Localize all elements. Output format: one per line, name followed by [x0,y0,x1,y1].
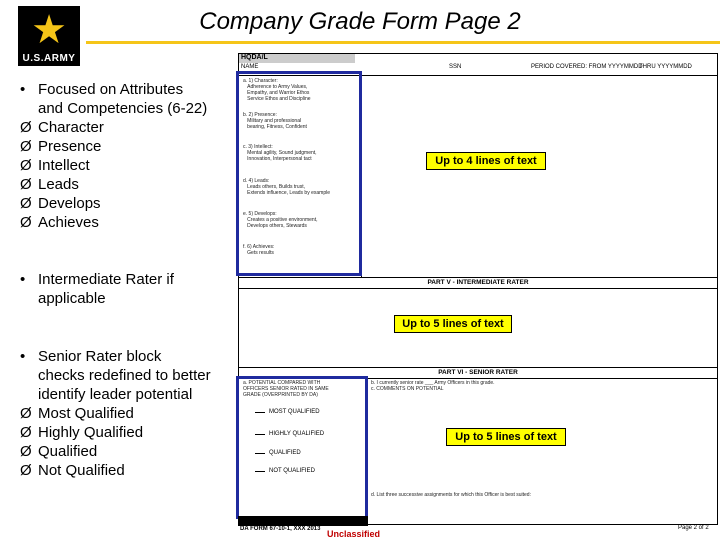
bullet-line [20,442,211,461]
potential-compare-text: a. POTENTIAL COMPARED WITH OFFICERS SENIOR RATED IN SAME GRADE (OVERPRINTED BY DA) [243,380,329,398]
senior-rater-text: b. I currently senior rate ___ Army Officers in this grade. c. COMMENTS ON POTENTIAL [371,380,495,392]
classification-label: Unclassified [327,529,381,539]
page-number: Page 2 of 2 [678,525,709,531]
page-title: Company Grade Form Page 2 [199,8,521,35]
bullet-line [20,404,211,423]
bullet-block-senior [20,347,211,480]
bullet-line [20,194,207,213]
bullet-marker: Ø [20,195,32,212]
check-qualified[interactable]: QUALIFIED [255,450,301,456]
bullet-line [20,270,174,289]
ssn-field-label: SSN [449,64,462,70]
check-not-qualified[interactable]: NOT QUALIFIED [255,468,315,474]
bullet-marker: Ø [20,138,32,155]
bullet-marker: Ø [20,214,32,231]
character-section-text: a. 1) Character: Adherence to Army Values, Empathy, and Warrior Ethos Service Ethos and Discipline [243,78,311,102]
star-icon: ★ [31,7,67,53]
bullet-line [20,347,211,366]
check-most-qualified[interactable]: MOST QUALIFIED [255,409,320,415]
leads-section-text: d. 4) Leads: Leads others, Builds trust, Extends influence, Leads by example [243,178,330,196]
form-header: HQDA/L [239,54,355,63]
bullet-line [20,423,211,442]
bullet-marker: Ø [20,157,32,174]
bullet-line [20,385,211,404]
achieves-section-text: f. 6) Achieves: Gets results [243,244,275,256]
bullet-marker: • [20,348,26,365]
army-logo [18,6,80,66]
bullet-block-attributes [20,80,207,232]
form-number: DA FORM 67-10-1, XXX 2013 [240,526,321,532]
bullet-line [20,175,207,194]
bullet-marker: Ø [20,462,32,479]
bullet-line [20,366,211,385]
bullet-text: checks redefined to better [38,367,211,384]
callout-intermediate: Up to 5 lines of text [394,315,512,333]
bullet-line [20,213,207,232]
bullet-text: and Competencies (6-22) [38,100,208,117]
bullet-text: Intellect [38,157,90,174]
bullet-line [20,289,174,308]
bullet-line [20,80,207,99]
callout-attributes: Up to 4 lines of text [426,152,546,170]
period-from-label: PERIOD COVERED: FROM YYYYMMDD [531,64,643,70]
title-rule [86,41,720,44]
callout-senior: Up to 5 lines of text [446,428,566,446]
bullet-marker: Ø [20,176,32,193]
bullet-text: Leads [38,176,79,193]
bullet-marker: • [20,81,26,98]
bullet-marker: Ø [20,405,32,422]
check-highly-qualified[interactable]: HIGHLY QUALIFIED [255,431,324,437]
senior-rater-highlight-box [236,376,368,519]
bullet-block-intermediate [20,270,174,308]
bullet-text: Intermediate Rater if [38,271,174,288]
period-thru-label: THRU YYYYMMDD [639,64,692,70]
bullet-marker: Ø [20,424,32,441]
bullet-text: Highly Qualified [38,424,144,441]
successive-assignments-text: d. List three successive assignments for which this Officer is best suited: [371,492,531,498]
bullet-line [20,137,207,156]
bullet-line [20,99,207,118]
attributes-highlight-box [236,71,362,276]
bullet-text: identify leader potential [38,386,193,403]
bullet-text: Achieves [38,214,99,231]
presence-section-text: b. 2) Presence: Military and professional bearing, Fitness, Confident [243,112,307,130]
name-field-label: NAME [241,64,259,70]
bullet-text: Develops [38,195,101,212]
bullet-text: Presence [38,138,102,155]
bullet-text: applicable [38,290,106,307]
intellect-section-text: c. 3) Intellect: Mental agility, Sound judgment, Innovation, Interpersonal tact [243,144,317,162]
bullet-text: Senior Rater block [38,348,162,365]
bullet-marker: • [20,271,26,288]
bullet-marker: Ø [20,119,32,136]
bullet-line [20,118,207,137]
bullet-line [20,156,207,175]
bullet-text: Qualified [38,443,98,460]
part-vi-header: PART VI - SENIOR RATER [239,367,717,379]
bullet-text: Most Qualified [38,405,134,422]
logo-text: U.S.ARMY [22,53,76,64]
bullet-text: Focused on Attributes [38,81,184,98]
develops-section-text: e. 5) Develops: Creates a positive environment, Develops others, Stewards [243,211,318,229]
bullet-text: Character [38,119,104,136]
footer-bar [238,516,368,526]
bullet-marker: Ø [20,443,32,460]
part-v-header: PART V - INTERMEDIATE RATER [239,277,717,289]
bullet-text: Not Qualified [38,462,125,479]
bullet-line [20,461,211,480]
